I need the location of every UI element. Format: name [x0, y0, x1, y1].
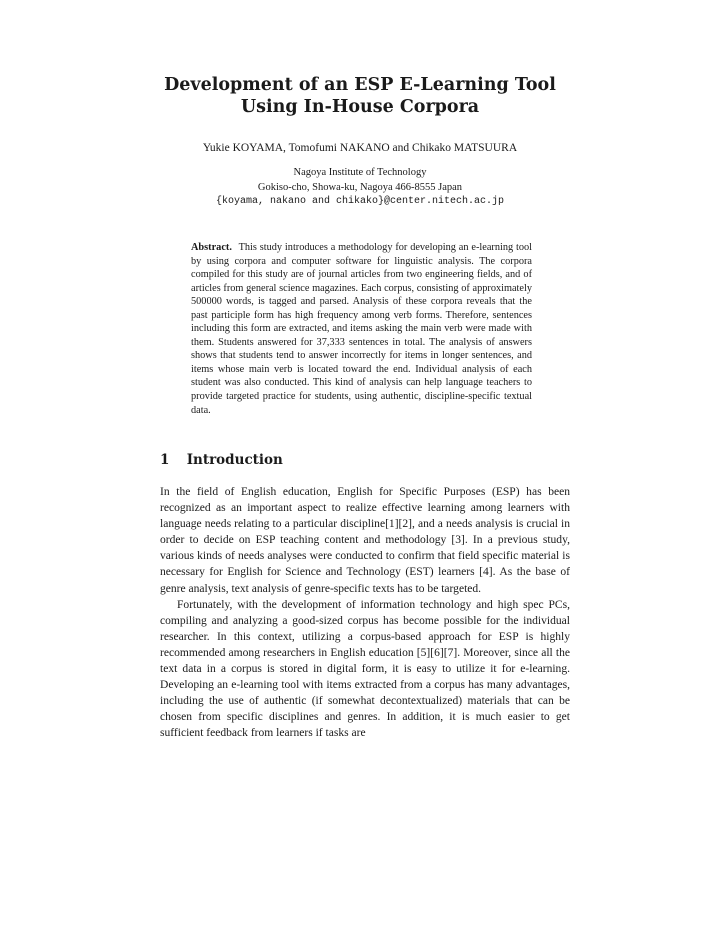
- author-list: Yukie KOYAMA, Tomofumi NAKANO and Chikako MATSUURA: [202, 142, 518, 154]
- abstract-text: This study introduces a methodology for developing an e-learning tool by using corpora and computer software for linguistic analysis. The corpora compiled for this study are of journal articles from two engineering fields, and of articles from general science magazines. Each corpus, consisting of approximately 500000 words, is tagged and parsed. Analysis of these corpora reveals that the past participle form has high frequency among verb forms. Therefore, sentences including this form are extracted, and items asking the main verb were made with them. Students answered for 37,333 sentences in total. The analysis of answers shows that students tend to answer incorrectly for items in longer sentences, and items whose main verb is located toward the end. Individual analysis of each student was also conducted. This kind of analysis can help language teachers to provide targeted practice for students, using authentic, discipline-specific textual data.: [191, 242, 533, 416]
- paper-title: [110, 74, 610, 118]
- section-body: [160, 484, 570, 742]
- abstract: [191, 241, 532, 417]
- body-paragraph-2: Fortunately, with the development of information technology and high spec PCs, compiling and analyzing a good-sized corpus has become possible for the individual researcher. In this context, utilizing a corpus-based approach for ESP is highly recommended among researchers in English education [5][6][7]. Moreover, since all the text data in a corpus is stored in digital form, it is easy to utilize it for e-learning. Developing an e-learning tool with items extracted from a corpus has many advantages, including the use of authentic (if somewhat decontextualized) materials that can be chosen from specific disciplines and genres. In addition, it is much easier to get sufficient feedback from learners if tasks are: [160, 598, 570, 740]
- title-line-1: Development of an ESP E-Learning Tool: [164, 75, 556, 95]
- section-number: 1: [160, 452, 170, 468]
- abstract-label: Abstract.: [191, 242, 232, 253]
- affiliation-address: Gokiso-cho, Showa-ku, Nagoya 466-8555 Japan: [257, 181, 463, 193]
- title-line-2: Using In-House Corpora: [240, 97, 480, 117]
- body-paragraph-1: In the field of English education, English for Specific Purposes (ESP) has been recognized as an important aspect to realize effective learning among learners with language needs relating to a particular discipline[1][2], and a needs analysis is crucial in order to decide on ESP teaching content and methodology [3]. In a previous study, various kinds of needs analyses were conducted to confirm that field specific material is necessary for English for Science and Technology (EST) learners [4]. As the base of genre analysis, text analysis of genre-specific texts has to be targeted.: [160, 486, 570, 595]
- affiliation-email: {koyama, nakano and chikako}@center.nitech.ac.jp: [215, 196, 505, 207]
- affiliation-block: [110, 166, 610, 210]
- affiliation-institution: Nagoya Institute of Technology: [293, 167, 427, 178]
- section-title: Introduction: [186, 452, 283, 468]
- section-heading: [160, 452, 283, 468]
